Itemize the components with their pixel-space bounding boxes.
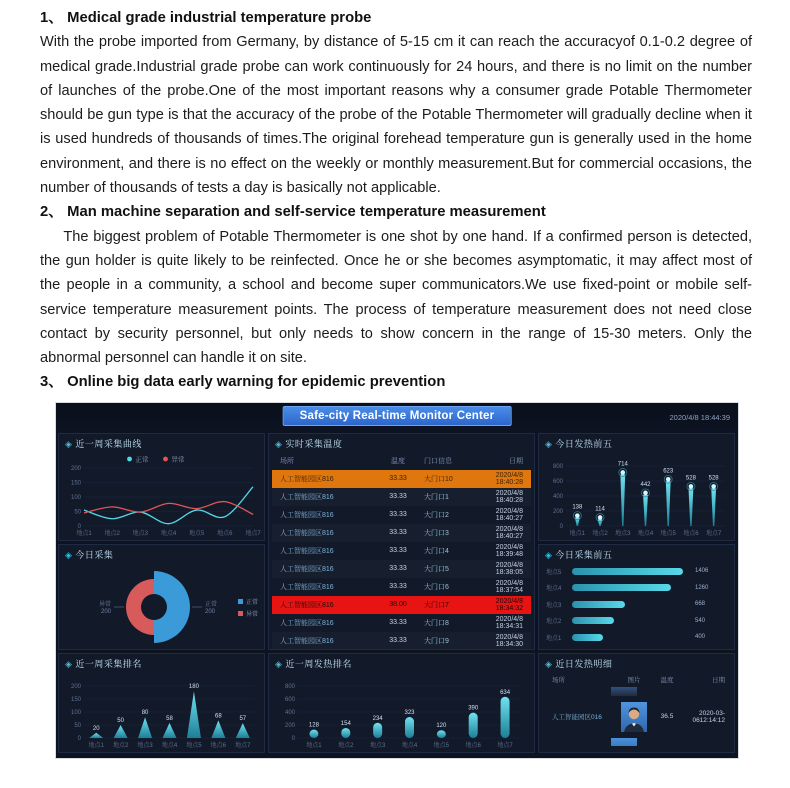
svg-text:地点5: 地点5 bbox=[433, 742, 450, 749]
svg-text:地点6: 地点6 bbox=[465, 742, 481, 749]
svg-text:地点5: 地点5 bbox=[188, 530, 205, 537]
svg-text:0: 0 bbox=[291, 735, 295, 742]
table-row: 人工智能园区816 33.33 大门口3 2020/4/8 18:40:27 bbox=[272, 524, 531, 542]
svg-text:138: 138 bbox=[572, 504, 583, 511]
dashboard bbox=[55, 402, 739, 759]
svg-text:0: 0 bbox=[77, 735, 81, 742]
table-row: 人工智能园区816 33.33 大门口9 2020/4/8 18:34:30 bbox=[272, 632, 531, 650]
panel-title: ◈ 今日采集 bbox=[65, 549, 114, 560]
hbar-row: 地点2 540 bbox=[546, 617, 706, 625]
svg-text:400: 400 bbox=[284, 709, 295, 716]
diamond-icon: ◈ bbox=[545, 658, 553, 669]
svg-text:地点1: 地点1 bbox=[569, 530, 586, 537]
table-row: 人工智能园区816 33.33 大门口4 2020/4/8 18:39:48 bbox=[280, 543, 523, 558]
svg-text:234: 234 bbox=[372, 715, 383, 722]
svg-text:714: 714 bbox=[617, 461, 628, 468]
table-row: 人工智能园区816 33.33 大门口10 2020/4/8 18:40:28 bbox=[272, 470, 531, 488]
dashboard-timestamp: 2020/4/8 18:44:39 bbox=[669, 412, 730, 422]
svg-text:57: 57 bbox=[239, 715, 247, 722]
section-body-1: With the probe imported from Germany, by distance of 5-15 cm it can reach the accuracyof 0.1-0.2 degree of medical grade.Industrial grade probe can work continuously for 24 hours, and there is no limit on the number of launches of the probe.One of the most important reasons why a consumer grade Potable Thermometer should be gun type is that the accuracy of the probe of the Potable Thermometer will gradually decline when it is used hundreds of thousands of times.The original forehead temperature gun is generally used in the home environment, and there is no effect on the weekly or monthly measurement.But for commercial occasions, the number of thousands of tests a day is basically not applicable. bbox=[40, 34, 752, 197]
diamond-icon: ◈ bbox=[65, 658, 73, 669]
svg-text:323: 323 bbox=[404, 709, 415, 716]
svg-text:地点3: 地点3 bbox=[137, 742, 153, 749]
svg-text:地点4: 地点4 bbox=[401, 742, 418, 749]
table-row: 人工智能园区816 33.33 大门口2 2020/4/8 18:40:27 bbox=[280, 507, 523, 522]
panel-title: ◈ 近日发热明细 bbox=[545, 658, 613, 669]
svg-text:200: 200 bbox=[284, 722, 295, 729]
svg-text:地点1: 地点1 bbox=[76, 530, 92, 537]
hbar-row: 地点3 668 bbox=[546, 601, 706, 609]
hbar-row: 地点4 1260 bbox=[546, 584, 709, 592]
svg-text:地点4: 地点4 bbox=[637, 530, 654, 537]
panel-weekly-collect-rank bbox=[58, 653, 265, 753]
panel-fever-detail bbox=[538, 653, 735, 753]
section-heading-2: 2、 Man machine separation and self-service temperature measurement bbox=[40, 204, 546, 221]
panel-title: ◈ 近一周发热排名 bbox=[275, 658, 352, 669]
today-fever-chart bbox=[542, 452, 731, 538]
diamond-icon: ◈ bbox=[545, 549, 553, 560]
svg-text:20: 20 bbox=[92, 725, 100, 732]
svg-text:114: 114 bbox=[595, 506, 605, 513]
weekly-curve-chart bbox=[62, 452, 261, 538]
svg-text:634: 634 bbox=[500, 689, 511, 696]
diamond-icon: ◈ bbox=[65, 438, 73, 449]
svg-text:地点3: 地点3 bbox=[132, 530, 149, 537]
panel-weekly-curve bbox=[58, 433, 265, 541]
table-row: 人工智能园区816 38.00 大门口7 2020/4/8 18:34:32 bbox=[272, 596, 531, 614]
photo-sliver-top bbox=[542, 687, 731, 696]
svg-text:58: 58 bbox=[166, 715, 173, 722]
diamond-icon: ◈ bbox=[545, 438, 553, 449]
panel-weekly-fever-rank bbox=[268, 653, 535, 753]
svg-text:800: 800 bbox=[552, 463, 563, 470]
svg-text:0: 0 bbox=[77, 523, 81, 530]
svg-text:地点6: 地点6 bbox=[210, 742, 227, 749]
svg-text:150: 150 bbox=[70, 480, 81, 487]
svg-text:68: 68 bbox=[215, 713, 222, 720]
hbar-row: 地点1 400 bbox=[546, 634, 706, 642]
panel-realtime-table bbox=[268, 433, 535, 650]
detail-table-header: 场所 图片 温度 日期 bbox=[552, 676, 725, 684]
svg-text:154: 154 bbox=[340, 720, 351, 727]
dashboard-header bbox=[56, 403, 738, 433]
panel-title: ◈ 实时采集温度 bbox=[275, 438, 343, 449]
svg-text:0: 0 bbox=[559, 523, 563, 530]
svg-text:地点4: 地点4 bbox=[161, 742, 178, 749]
panel-title: ◈ 近一周采集排名 bbox=[65, 658, 142, 669]
section-body-2: The biggest problem of Potable Thermometer is one shot by one hand. If a confirmed person is detected, the gun holder is quite likely to be reinfected. Once he or she becomes asymptomatic, it may affect most of the people in a community, a school and become super communicators.We use fixed-point or mobile self-service temperature measurement points. The process of temperature measurement does not need close contact by security personnel, but only needs to show concern in the range of 15-30 meters. Only the abnormal personnel can handle it on site. bbox=[40, 228, 752, 367]
today-collect-donut bbox=[62, 563, 261, 647]
svg-text:地点7: 地点7 bbox=[235, 742, 251, 749]
svg-text:地点4: 地点4 bbox=[160, 530, 177, 537]
realtime-temperature-table bbox=[272, 452, 531, 647]
svg-text:442: 442 bbox=[640, 481, 651, 488]
panel-title: ◈ 今日发热前五 bbox=[545, 438, 613, 449]
svg-text:正常: 正常 bbox=[135, 456, 149, 464]
svg-text:800: 800 bbox=[284, 683, 295, 690]
svg-text:200: 200 bbox=[70, 465, 81, 472]
svg-text:200: 200 bbox=[100, 608, 111, 615]
svg-text:528: 528 bbox=[708, 475, 719, 482]
table-row: 人工智能园区816 33.33 大门口5 2020/4/8 18:38:05 bbox=[272, 560, 531, 578]
svg-text:异常: 异常 bbox=[171, 456, 185, 464]
svg-text:150: 150 bbox=[70, 696, 81, 703]
table-row: 人工智能园区816 33.33 大门口8 2020/4/8 18:34:31 bbox=[280, 615, 523, 630]
photo-sliver-bottom bbox=[542, 738, 731, 746]
detail-table-row: 人工智能园区016 36.5 2020-03-0612:14:12 bbox=[542, 696, 731, 738]
svg-text:600: 600 bbox=[284, 696, 295, 703]
svg-text:200: 200 bbox=[205, 608, 216, 615]
panel-today-collect-top bbox=[538, 544, 735, 650]
diamond-icon: ◈ bbox=[275, 438, 283, 449]
svg-text:地点7: 地点7 bbox=[497, 742, 513, 749]
svg-text:400: 400 bbox=[552, 493, 563, 500]
panel-title: ◈ 今日采集前五 bbox=[545, 549, 613, 560]
svg-text:地点2: 地点2 bbox=[338, 742, 354, 749]
svg-text:地点1: 地点1 bbox=[306, 742, 322, 749]
svg-text:623: 623 bbox=[663, 468, 674, 475]
svg-text:128: 128 bbox=[308, 722, 319, 729]
svg-text:地点5: 地点5 bbox=[660, 530, 676, 537]
dashboard-grid bbox=[58, 433, 735, 753]
diamond-icon: ◈ bbox=[275, 658, 283, 669]
svg-text:地点2: 地点2 bbox=[592, 530, 608, 537]
svg-text:地点7: 地点7 bbox=[245, 530, 261, 537]
svg-text:80: 80 bbox=[141, 709, 149, 716]
svg-text:120: 120 bbox=[436, 722, 447, 729]
svg-text:100: 100 bbox=[70, 494, 81, 501]
diamond-icon: ◈ bbox=[65, 549, 73, 560]
panel-today-donut bbox=[58, 544, 265, 650]
section-heading-1: 1、 Medical grade industrial temperature probe bbox=[40, 10, 372, 26]
svg-text:地点3: 地点3 bbox=[369, 742, 386, 749]
svg-text:地点7: 地点7 bbox=[705, 530, 722, 537]
svg-text:正常: 正常 bbox=[246, 599, 259, 606]
today-collect-bars bbox=[542, 563, 731, 647]
svg-text:180: 180 bbox=[188, 683, 199, 690]
hbar-row: 地点5 1406 bbox=[546, 568, 709, 576]
svg-text:50: 50 bbox=[74, 509, 81, 516]
svg-text:异常: 异常 bbox=[98, 601, 111, 608]
svg-text:600: 600 bbox=[552, 478, 563, 485]
svg-text:200: 200 bbox=[70, 683, 81, 690]
weekly-collect-chart bbox=[62, 672, 261, 750]
svg-text:50: 50 bbox=[117, 717, 124, 724]
svg-text:地点6: 地点6 bbox=[683, 530, 699, 537]
section-heading-3: 3、 Online big data early warning for epidemic prevention bbox=[40, 374, 446, 391]
svg-text:地点2: 地点2 bbox=[104, 530, 120, 537]
svg-text:地点6: 地点6 bbox=[217, 530, 233, 537]
svg-text:50: 50 bbox=[74, 722, 81, 729]
svg-text:528: 528 bbox=[685, 475, 696, 482]
fever-detail-table bbox=[542, 672, 731, 750]
dashboard-title-button[interactable]: Safe-city Real-time Monitor Center bbox=[283, 406, 512, 426]
svg-text:异常: 异常 bbox=[246, 611, 259, 618]
table-header: 场所 温度 门口信息 日期 bbox=[280, 457, 523, 465]
svg-text:地点1: 地点1 bbox=[88, 742, 104, 749]
panel-title: ◈ 近一周采集曲线 bbox=[65, 438, 142, 449]
svg-text:正常: 正常 bbox=[205, 601, 218, 608]
svg-text:地点5: 地点5 bbox=[186, 742, 202, 749]
svg-text:地点3: 地点3 bbox=[615, 530, 631, 537]
table-row: 人工智能园区816 33.33 大门口1 2020/4/8 18:40:28 bbox=[272, 488, 531, 506]
svg-text:200: 200 bbox=[552, 508, 563, 515]
svg-text:390: 390 bbox=[468, 705, 479, 712]
table-row: 人工智能园区816 33.33 大门口6 2020/4/8 18:37:54 bbox=[280, 579, 523, 594]
panel-today-fever-top bbox=[538, 433, 735, 541]
svg-text:100: 100 bbox=[70, 709, 81, 716]
weekly-fever-chart bbox=[272, 672, 531, 750]
svg-text:地点2: 地点2 bbox=[112, 742, 129, 749]
person-photo bbox=[614, 702, 654, 732]
